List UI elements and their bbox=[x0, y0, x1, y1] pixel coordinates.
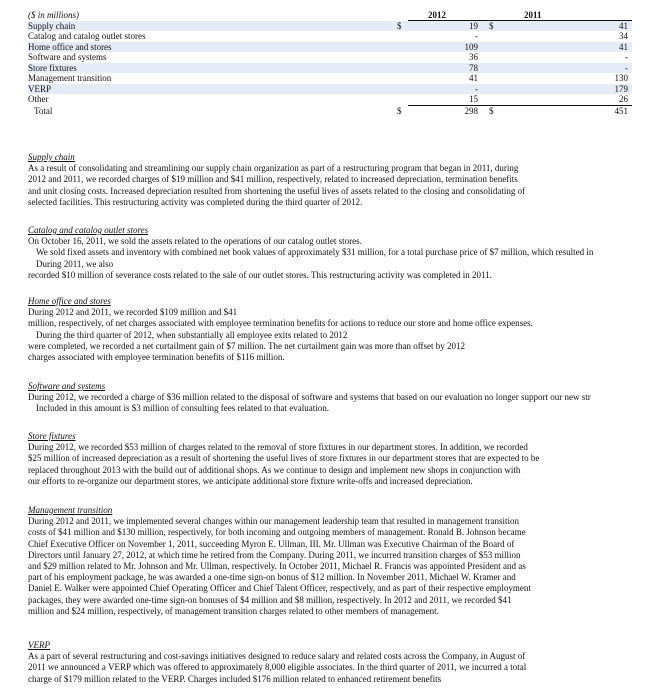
paragraph-line: During the third quarter of 2012, when substantially all employee exits related to 2012 bbox=[36, 329, 348, 340]
row-label: Management transition bbox=[28, 73, 112, 83]
value-2012: 41 bbox=[469, 73, 478, 83]
dollar-sign: $ bbox=[397, 20, 402, 31]
section-heading: VERP bbox=[28, 640, 50, 650]
section-heading: Home office and stores bbox=[28, 296, 111, 306]
section-heading: Software and systems bbox=[28, 381, 106, 391]
value-2011: 26 bbox=[619, 94, 628, 104]
paragraph-line: Chief Executive Officer on November 1, 2011, succeeding Myron E. Ullman, III. Mr. Ullman was Executive Chairman of the Board of bbox=[28, 538, 515, 549]
section-heading: Supply chain bbox=[28, 152, 75, 162]
value-2011: 179 bbox=[614, 83, 628, 94]
total-2011: 451 bbox=[614, 105, 628, 116]
paragraph-line: Directors until January 27, 2012, at which time he retired from the Company. During 2011, we incurred transition charges of $53 million bbox=[28, 549, 521, 560]
value-2012: 19 bbox=[469, 20, 478, 31]
paragraph-line: During 2012 and 2011, we recorded $109 million and $41 bbox=[28, 307, 238, 318]
section-software bbox=[28, 381, 648, 415]
column-header-2012: 2012 bbox=[428, 10, 446, 20]
row-label: Software and systems bbox=[28, 52, 107, 62]
value-2012: - bbox=[475, 31, 478, 41]
paragraph-line: During 2012 and 2011, we implemented several changes within our management leadership team that resulted in management transition bbox=[28, 516, 520, 527]
paragraph-line: During 2011, we also bbox=[36, 258, 114, 269]
paragraph-line: replaced throughout 2013 with the build out of additional shops. As we continue to design and implement new shops in conjunction with bbox=[28, 464, 521, 475]
dollar-sign: $ bbox=[489, 105, 494, 116]
row-label: Supply chain bbox=[28, 20, 76, 31]
row-label: Home office and stores bbox=[28, 41, 112, 52]
value-2012: 36 bbox=[469, 52, 478, 62]
total-label: Total bbox=[34, 105, 53, 116]
paragraph-line: charges associated with employee termination benefits of $116 million. bbox=[28, 352, 285, 363]
paragraph-line: and unit closing costs. Increased depreciation resulted from shortening the useful lives of assets related to the closing and consolidating of bbox=[28, 185, 526, 196]
row-label: Catalog and catalog outlet stores bbox=[28, 31, 146, 41]
section-heading: Catalog and catalog outlet stores bbox=[28, 225, 149, 235]
value-2011: - bbox=[625, 52, 628, 62]
paragraph-line: We sold fixed assets and inventory with combined net book values of approximately $31 million, for a total purchase price of $7 million, which resulted in bbox=[36, 247, 594, 258]
paragraph-line: were completed, we recorded a net curtailment gain of $7 million. The net curtailment gain was more than offset by 2012 bbox=[28, 340, 466, 351]
value-2012: - bbox=[475, 83, 478, 94]
section-management-transition bbox=[28, 505, 648, 617]
paragraph-line: our efforts to re-organize our department stores, we anticipate additional store fixture write-offs and increased depreciation. bbox=[28, 475, 473, 486]
section-supply-chain bbox=[28, 152, 648, 208]
section-catalog bbox=[28, 225, 648, 281]
value-2011: 34 bbox=[619, 31, 628, 41]
paragraph-line: 2011 we announced a VERP which was offered to approximately 8,000 eligible associates. In the third quarter of 2011, we incurred a total bbox=[28, 662, 527, 673]
paragraph-line: As a result of consolidating and streamlining our supply chain organization as part of a restructuring program that began in 2011, during bbox=[28, 163, 519, 174]
value-2012: 15 bbox=[469, 94, 478, 104]
value-2012: 78 bbox=[469, 62, 478, 73]
table-row bbox=[28, 73, 632, 84]
value-2011: 41 bbox=[619, 20, 628, 31]
paragraph-line: costs of $41 million and $130 million, respectively, for both incoming and outgoing members of management. Ronald B. Johnson became bbox=[28, 527, 526, 538]
table-body bbox=[28, 21, 632, 105]
column-header-2011: 2011 bbox=[524, 10, 542, 20]
value-2011: 130 bbox=[614, 73, 628, 83]
paragraph-line: recorded $10 million of severance costs related to the sale of our outlet stores. This restructuring activity was completed in 2011. bbox=[28, 269, 492, 280]
paragraph-line: Included in this amount is $3 million of consulting fees related to that evaluation. bbox=[36, 403, 329, 414]
table-row bbox=[28, 42, 632, 53]
paragraph-line: 2012 and 2011, we recorded charges of $19 million and $41 million, respectively, related to increased depreciation, termination benefits bbox=[28, 174, 518, 185]
dollar-sign: $ bbox=[397, 105, 402, 116]
paragraph-line: part of his employment package, he was awarded a one-time sign-on bonus of $12 million. In November 2011, Michael W. Kramer and bbox=[28, 572, 516, 583]
paragraph-line: charge of $179 million related to the VERP. Charges included $176 million related to enhanced retirement benefits bbox=[28, 673, 442, 684]
table-row bbox=[28, 31, 632, 42]
paragraph-line: and $29 million related to Mr. Johnson and Mr. Ullman, respectively. In October 2011, Michael R. Francis was appointed President and as bbox=[28, 561, 526, 572]
paragraph-line: packages, they were awarded one-time sign-on bonuses of $4 million and $8 million, respectively. In 2012 and 2011, we recorded $41 bbox=[28, 594, 512, 605]
section-verp bbox=[28, 640, 648, 685]
paragraph-line: During 2012, we recorded a charge of $36 million related to the disposal of software and systems that based on our evaluation no longer support our new str bbox=[28, 392, 591, 403]
paragraph-line: million and $24 million, respectively, of management transition charges related to other members of management. bbox=[28, 605, 439, 616]
dollar-sign: $ bbox=[489, 20, 494, 31]
paragraph-line: $25 million of increased depreciation as a result of shortening the useful lives of store fixtures in our department stores that are expected to be bbox=[28, 453, 540, 464]
row-label: Store fixtures bbox=[28, 62, 77, 73]
total-2012: 298 bbox=[464, 105, 478, 116]
row-label: Other bbox=[28, 94, 49, 104]
section-store-fixtures bbox=[28, 431, 648, 487]
section-heading: Store fixtures bbox=[28, 431, 76, 441]
paragraph-line: As a part of several restructuring and cost-savings initiatives designed to reduce salary and related costs across the Company, in August of bbox=[28, 651, 526, 662]
row-label: VERP bbox=[28, 83, 52, 94]
table-row bbox=[28, 84, 632, 95]
paragraph-line: On October 16, 2011, we sold the assets related to the operations of our catalog outlet stores. bbox=[28, 236, 362, 247]
value-2012: 109 bbox=[464, 41, 478, 52]
table-row bbox=[28, 52, 632, 63]
table-row bbox=[28, 63, 632, 74]
paragraph-line: During 2012, we recorded $53 million of charges related to the removal of store fixtures in our department stores. In addition, we recorded bbox=[28, 442, 528, 453]
unit-label: ($ in millions) bbox=[28, 10, 79, 20]
table-total-row bbox=[28, 106, 632, 117]
table-row bbox=[28, 94, 632, 105]
section-home-office bbox=[28, 296, 648, 363]
section-heading: Management transition bbox=[28, 505, 113, 515]
table-row bbox=[28, 21, 632, 32]
value-2011: 41 bbox=[619, 41, 628, 52]
paragraph-line: million, respectively, of net charges associated with employee termination benefits for actions to reduce our store and home office expenses. bbox=[28, 318, 533, 329]
restructuring-table bbox=[28, 10, 632, 116]
paragraph-line: selected facilities. This restructuring activity was completed during the third quarter of 2012. bbox=[28, 196, 363, 207]
value-2011: - bbox=[625, 62, 628, 73]
paragraph-line: Daniel E. Walker were appointed Chief Operating Officer and Chief Talent Officer, respectively, and as part of their respective employment bbox=[28, 583, 531, 594]
